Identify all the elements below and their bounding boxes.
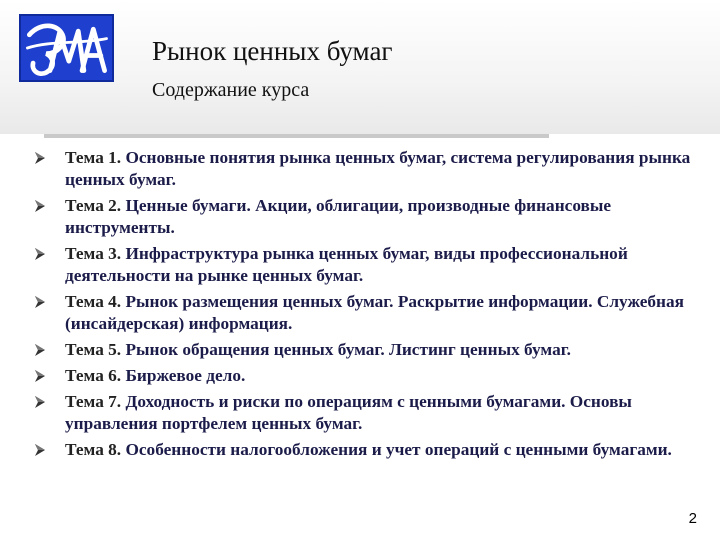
- arrow-bullet-icon: [34, 248, 46, 260]
- logo-icon: [19, 14, 114, 82]
- topic-list: [34, 147, 704, 465]
- arrow-bullet-icon: [34, 370, 46, 382]
- arrow-bullet-icon: [34, 200, 46, 212]
- topic-text: Основные понятия рынка ценных бумаг, система регулирования рынка ценных бумаг.: [65, 148, 691, 189]
- topic-text: Особенности налогообложения и учет операций с ценными бумагами.: [121, 440, 672, 459]
- topic-number: Тема 1.: [65, 148, 122, 167]
- topic-number: Тема 4.: [65, 292, 122, 311]
- topic-text: Рынок обращения ценных бумаг. Листинг ценных бумаг.: [121, 340, 571, 359]
- topic-item: [34, 195, 704, 239]
- arrow-bullet-icon: [34, 296, 46, 308]
- topic-text: Ценные бумаги. Акции, облигации, производные финансовые инструменты.: [65, 196, 612, 237]
- topic-number: Тема 6.: [65, 366, 122, 385]
- topic-item: [34, 147, 704, 191]
- page-number: 2: [688, 510, 697, 527]
- topic-number: Тема 5.: [65, 340, 122, 359]
- slide-subtitle: Содержание курса: [152, 79, 310, 101]
- topic-text: Доходность и риски по операциям с ценными бумагами. Основы управления портфелем ценных бумаг.: [65, 392, 632, 433]
- title-divider: [44, 134, 549, 138]
- topic-item: [34, 291, 704, 335]
- topic-item: [34, 365, 704, 387]
- topic-number: Тема 8.: [65, 440, 122, 459]
- topic-item: [34, 439, 704, 461]
- topic-number: Тема 7.: [65, 392, 122, 411]
- arrow-bullet-icon: [34, 152, 46, 164]
- topic-item: [34, 391, 704, 435]
- topic-number: Тема 3.: [65, 244, 122, 263]
- topic-text: Инфраструктура рынка ценных бумаг, виды профессиональной деятельности на рынке ценных бумаг.: [65, 244, 628, 285]
- topic-number: Тема 2.: [65, 196, 122, 215]
- topic-item: [34, 243, 704, 287]
- slide-title: Рынок ценных бумаг: [152, 36, 393, 66]
- arrow-bullet-icon: [34, 344, 46, 356]
- topic-text: Рынок размещения ценных бумаг. Раскрытие информации. Служебная (инсайдерская) информация.: [65, 292, 685, 333]
- topic-item: [34, 339, 704, 361]
- topic-text: Биржевое дело.: [121, 366, 246, 385]
- arrow-bullet-icon: [34, 396, 46, 408]
- arrow-bullet-icon: [34, 444, 46, 456]
